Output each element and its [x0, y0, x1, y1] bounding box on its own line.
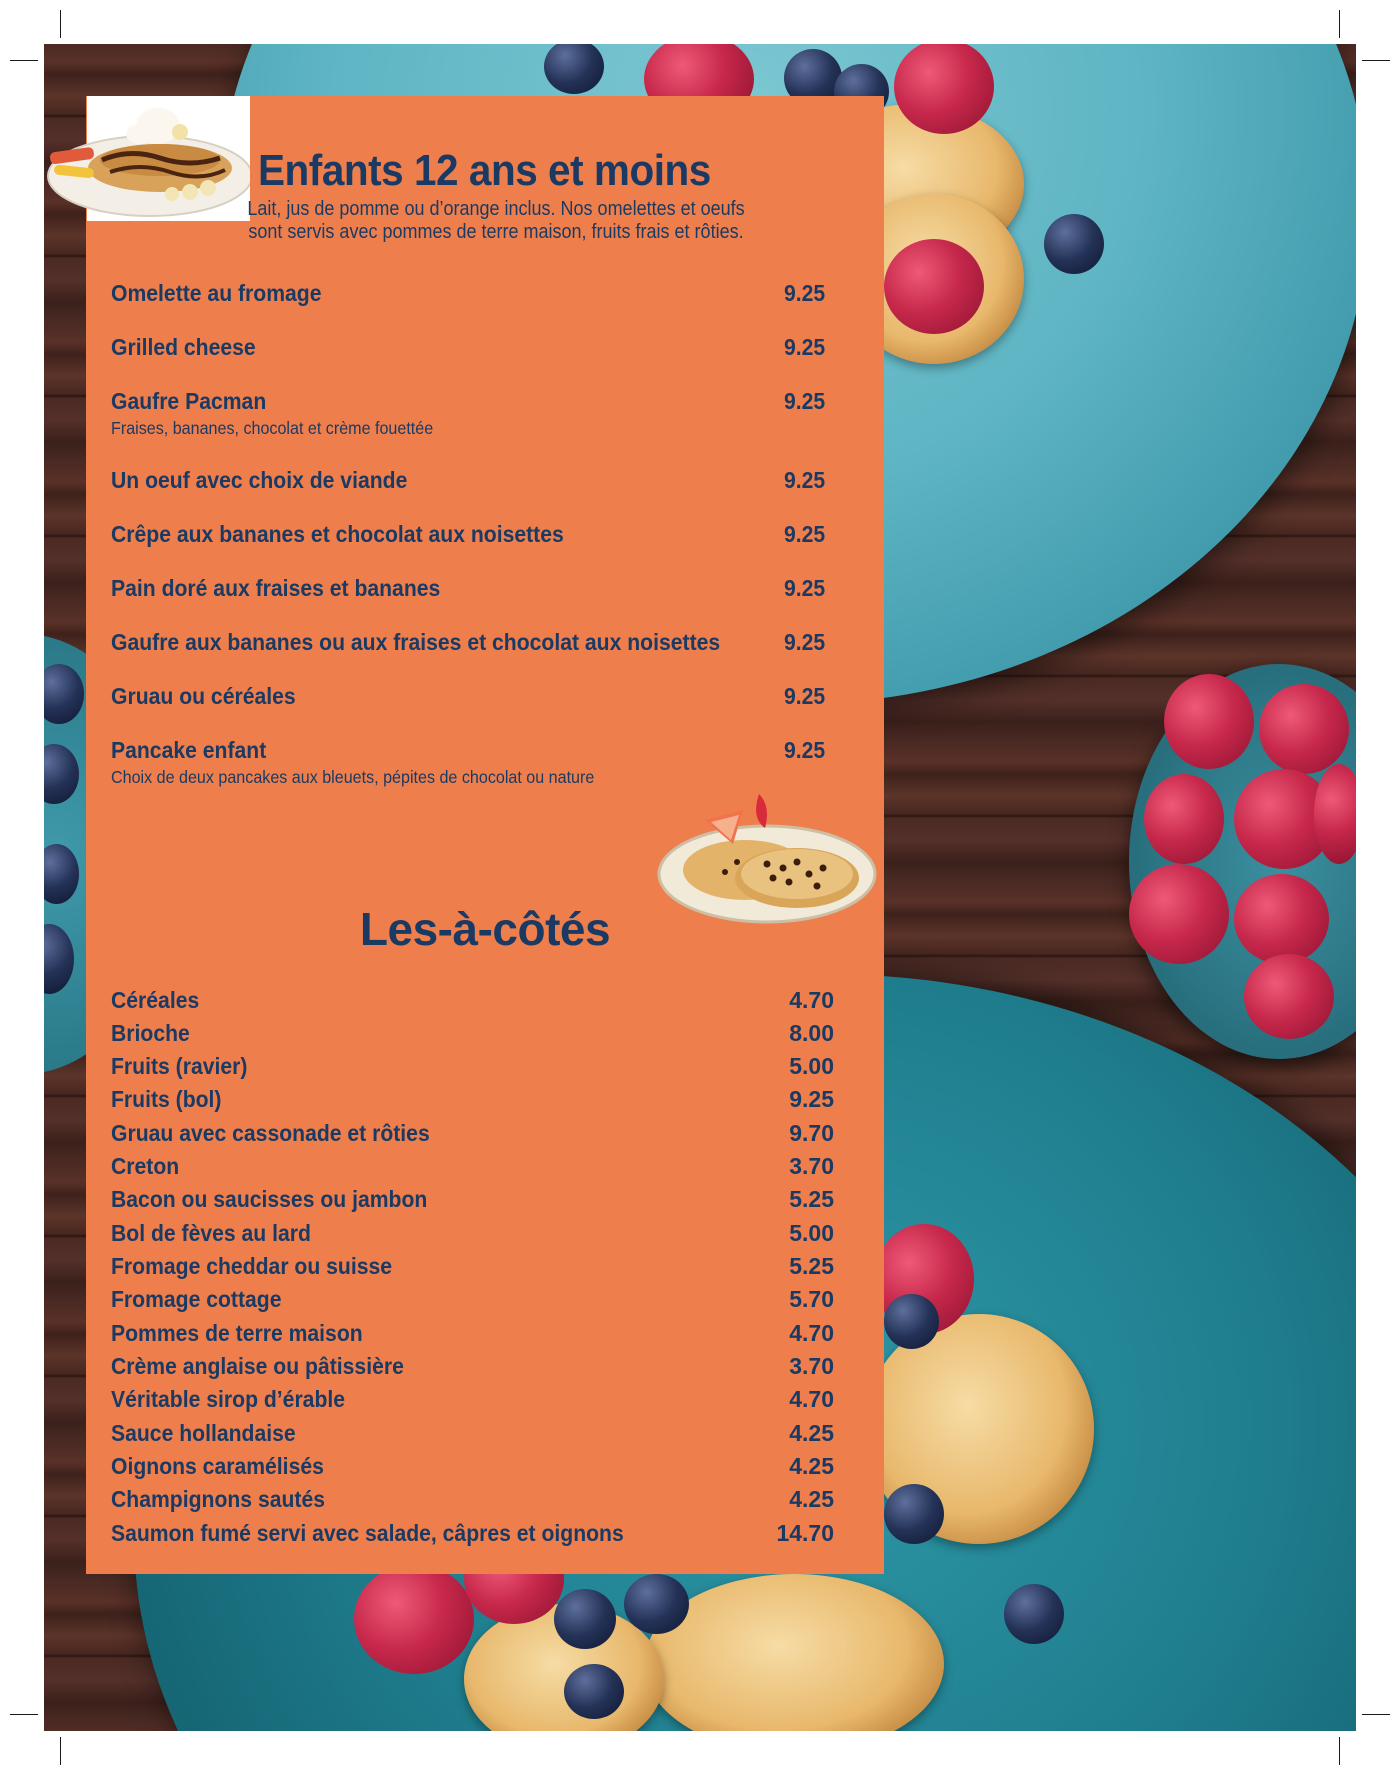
side-item-price: 4.70	[789, 987, 834, 1013]
side-item-name: Fromage cottage	[111, 1286, 282, 1312]
kids-item-price: 9.25	[784, 575, 826, 601]
kids-item-description: Choix de deux pancakes aux bleuets, pépites de chocolat ou nature	[111, 767, 595, 787]
kids-item-name: Omelette au fromage	[111, 280, 322, 306]
crop-mark	[1362, 1714, 1390, 1715]
side-item-name: Véritable sirop d’érable	[111, 1386, 346, 1412]
kids-item-price: 9.25	[784, 521, 826, 547]
crop-mark	[10, 1714, 38, 1715]
kids-item-price: 9.25	[784, 629, 826, 655]
crop-mark	[60, 1737, 61, 1765]
blueberry	[554, 1589, 616, 1649]
side-item-name: Bol de fèves au lard	[111, 1220, 311, 1246]
side-item-name: Fruits (ravier)	[111, 1053, 248, 1079]
kids-item-name: Grilled cheese	[111, 334, 256, 360]
kids-item-name: Gaufre aux bananes ou aux fraises et chocolat aux noisettes	[111, 629, 721, 655]
raspberry	[884, 239, 984, 334]
side-item-price: 5.70	[789, 1286, 834, 1312]
kids-section-title: Enfants 12 ans et moins	[258, 146, 711, 195]
side-item-name: Sauce hollandaise	[111, 1420, 296, 1446]
side-item-name: Creton	[111, 1153, 180, 1179]
blueberry	[564, 1664, 624, 1719]
side-item-price: 14.70	[776, 1520, 834, 1546]
kids-item-name: Un oeuf avec choix de viande	[111, 467, 408, 493]
side-item-price: 4.25	[789, 1453, 834, 1479]
side-item-name: Fromage cheddar ou suisse	[111, 1253, 393, 1279]
blueberry	[624, 1574, 689, 1634]
side-item-name: Oignons caramélisés	[111, 1453, 324, 1479]
sides-section-title: Les-à-côtés	[359, 903, 611, 955]
kids-item-price: 9.25	[784, 388, 826, 414]
kids-item-price: 9.25	[784, 683, 826, 709]
kids-subtitle-line-2: sont servis avec pommes de terre maison, fruits frais et rôties.	[248, 221, 744, 243]
crepe-plate-image	[40, 96, 250, 221]
crop-mark	[1362, 60, 1390, 61]
raspberry	[1144, 774, 1224, 864]
side-item-price: 3.70	[789, 1153, 834, 1179]
side-item-price: 5.00	[789, 1053, 834, 1079]
crop-mark	[1339, 1737, 1340, 1765]
crop-mark	[1339, 10, 1340, 38]
side-item-name: Crème anglaise ou pâtissière	[111, 1353, 404, 1379]
raspberry	[1314, 764, 1356, 864]
kids-item-price: 9.25	[784, 737, 826, 763]
kids-item-name: Gruau ou céréales	[111, 683, 296, 709]
raspberry	[354, 1564, 474, 1674]
side-item-name: Pommes de terre maison	[111, 1320, 363, 1346]
side-item-name: Gruau avec cassonade et rôties	[111, 1120, 430, 1146]
kids-item-name: Pancake enfant	[111, 737, 267, 763]
side-item-price: 5.25	[789, 1186, 834, 1212]
kids-item-name: Crêpe aux bananes et chocolat aux noisettes	[111, 521, 564, 547]
blueberry	[1044, 214, 1104, 274]
kids-item-price: 9.25	[784, 334, 826, 360]
raspberry	[1164, 674, 1254, 769]
side-item-price: 4.25	[789, 1420, 834, 1446]
kids-item-name: Pain doré aux fraises et bananes	[111, 575, 441, 601]
kids-item-price: 9.25	[784, 467, 826, 493]
side-item-name: Fruits (bol)	[111, 1086, 222, 1112]
blueberry	[884, 1294, 939, 1349]
side-item-price: 9.25	[789, 1086, 834, 1112]
side-item-name: Brioche	[111, 1020, 190, 1046]
side-item-price: 3.70	[789, 1353, 834, 1379]
side-item-price: 5.25	[789, 1253, 834, 1279]
kids-item-name: Gaufre Pacman	[111, 388, 267, 414]
side-item-name: Champignons sautés	[111, 1486, 326, 1512]
blueberry	[1004, 1584, 1064, 1644]
kids-section-subtitle	[226, 198, 766, 244]
blueberry	[884, 1484, 944, 1544]
kids-item-description: Fraises, bananes, chocolat et crème fouettée	[111, 418, 434, 438]
crop-mark	[60, 10, 61, 38]
kids-subtitle-line-1: Lait, jus de pomme ou d’orange inclus. Nos omelettes et oeufs	[247, 198, 745, 220]
side-item-price: 4.25	[789, 1486, 834, 1512]
kids-item-price: 9.25	[784, 280, 826, 306]
side-item-price: 8.00	[789, 1020, 834, 1046]
side-item-price: 4.70	[789, 1386, 834, 1412]
side-item-name: Céréales	[111, 987, 200, 1013]
side-item-name: Bacon ou saucisses ou jambon	[111, 1186, 428, 1212]
raspberry	[1244, 954, 1334, 1039]
side-item-price: 5.00	[789, 1220, 834, 1246]
side-item-price: 4.70	[789, 1320, 834, 1346]
raspberry	[1129, 864, 1229, 964]
side-item-name: Saumon fumé servi avec salade, câpres et oignons	[111, 1520, 624, 1546]
crop-mark	[10, 60, 38, 61]
raspberry	[1234, 874, 1329, 964]
side-item-price: 9.70	[789, 1120, 834, 1146]
raspberry	[1259, 684, 1349, 774]
